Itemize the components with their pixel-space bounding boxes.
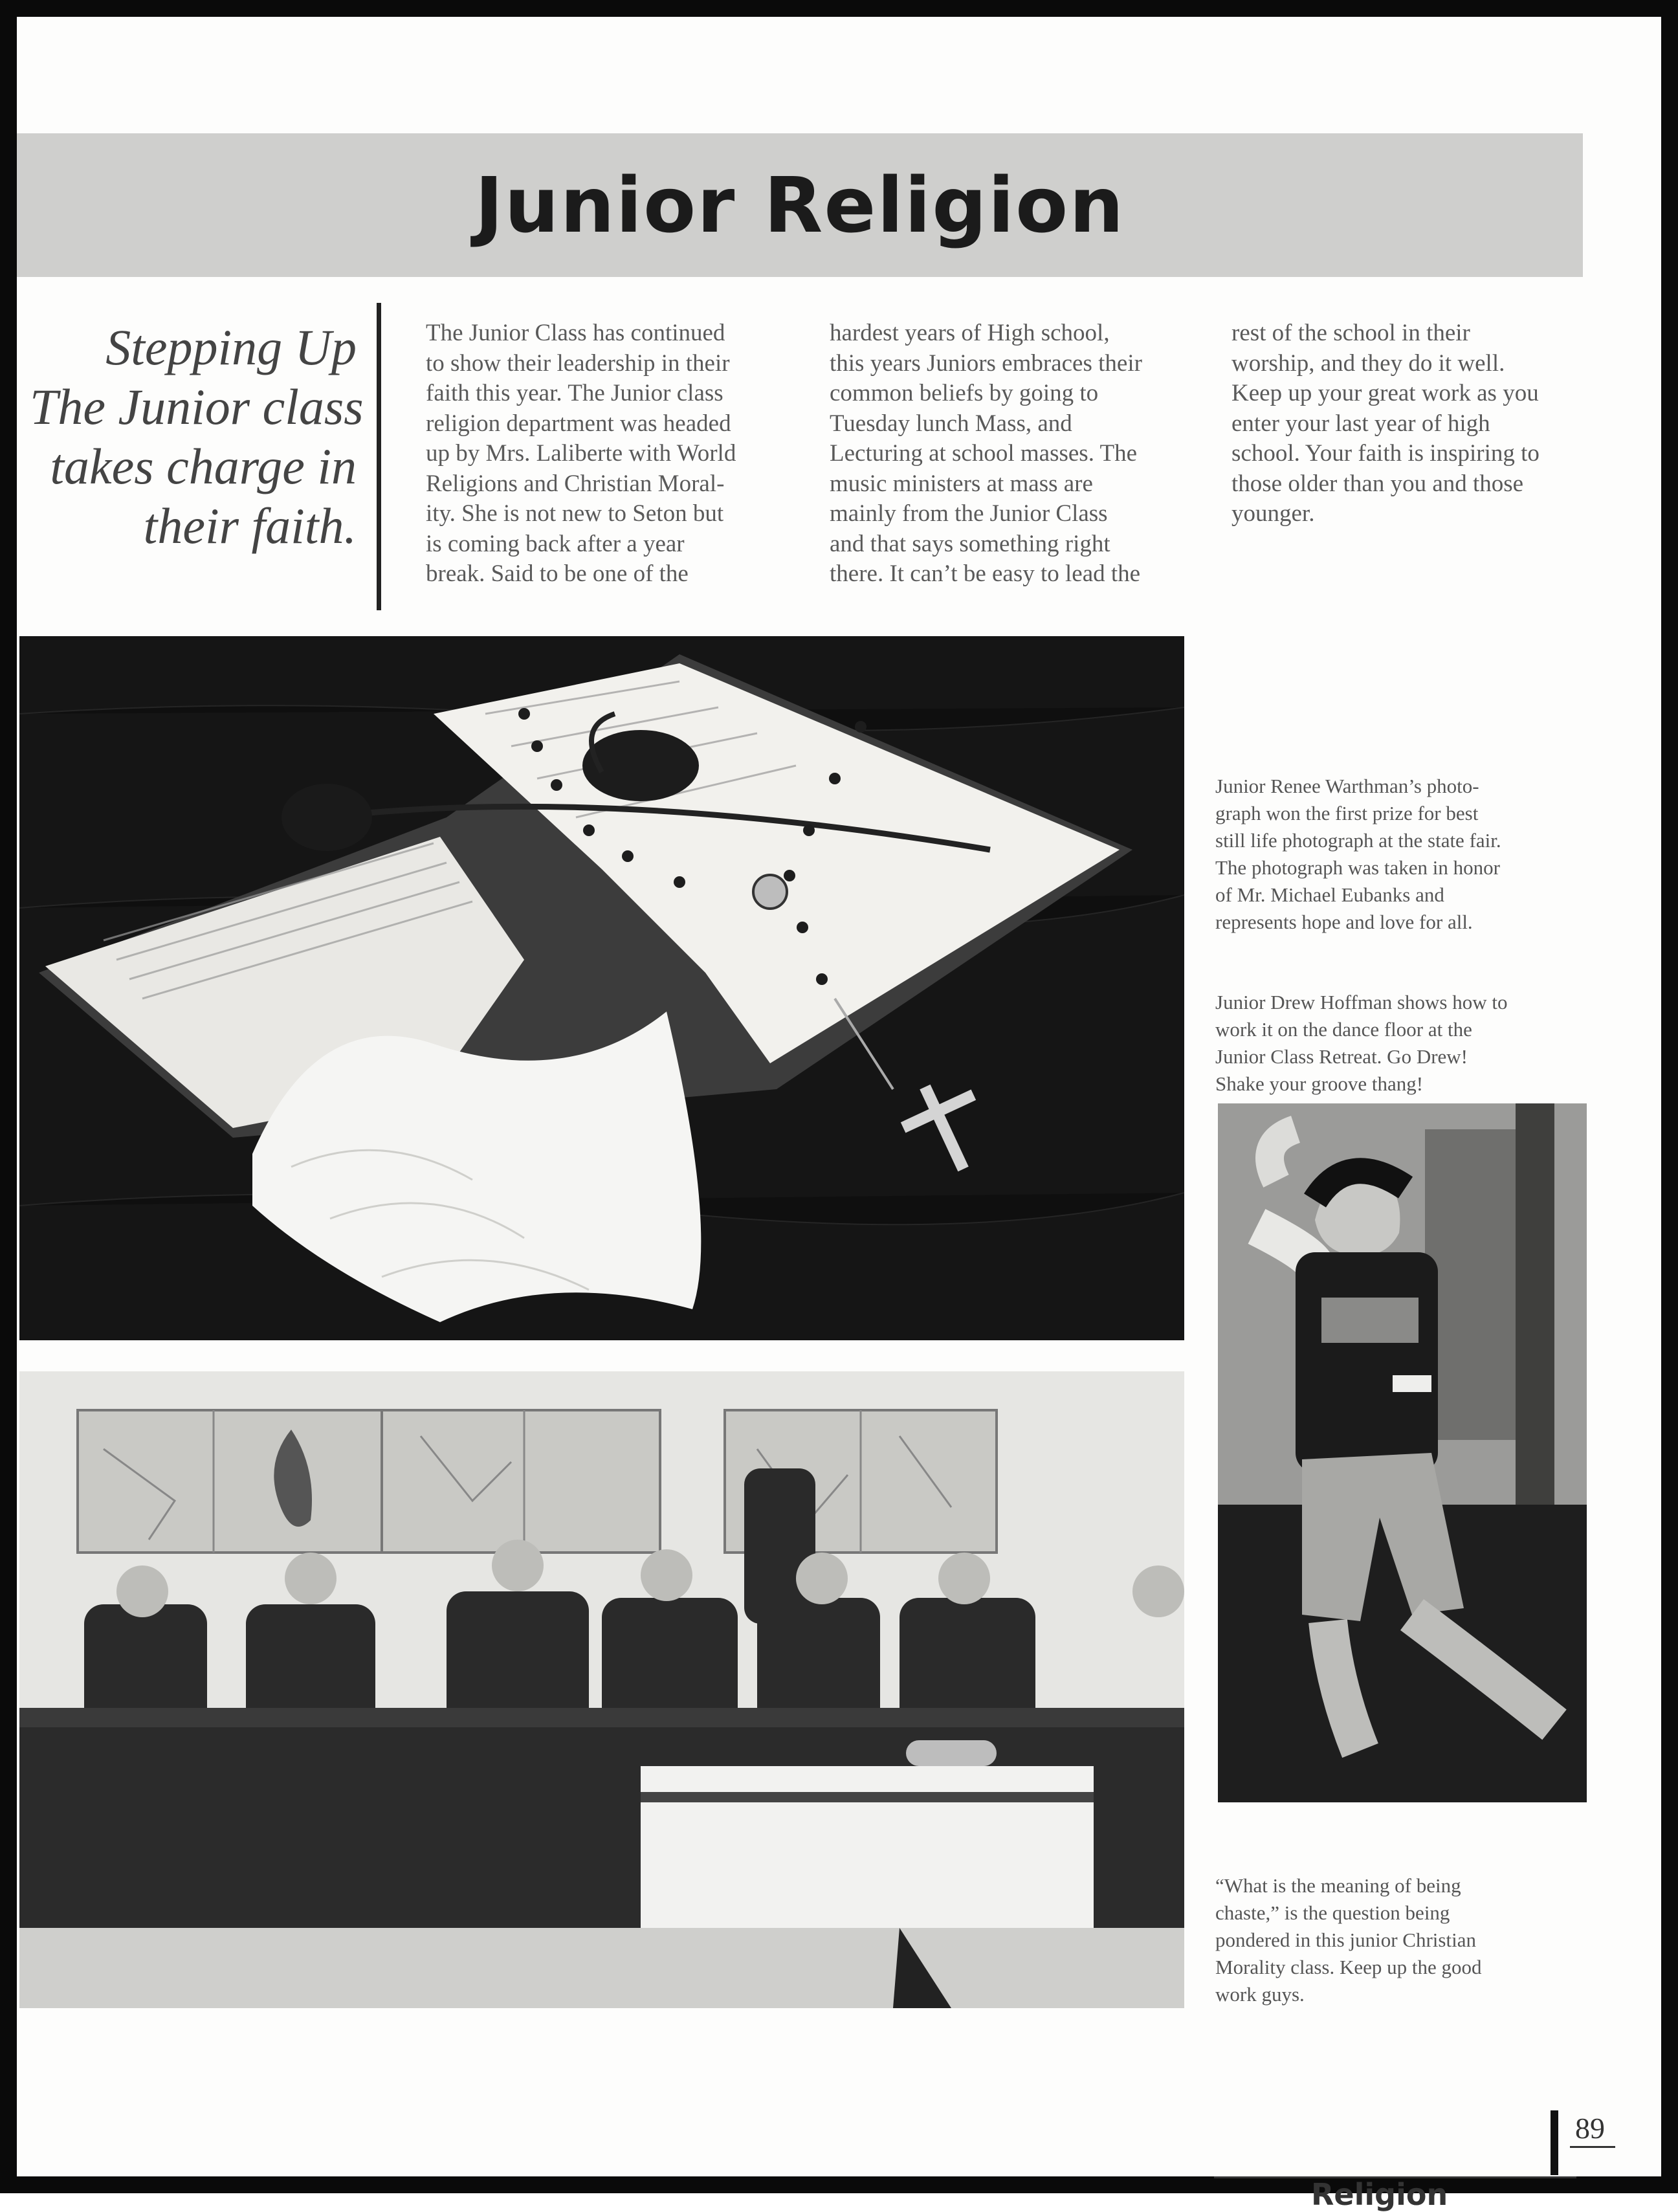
article-column-2 (830, 318, 1211, 590)
article-column-1 (426, 318, 808, 590)
dance-caption (1215, 989, 1597, 1098)
caption-line: Morality class. Keep up the good (1215, 1956, 1482, 1978)
article-line: faith this year. The Junior class (426, 380, 723, 406)
caption-line: of Mr. Michael Eubanks and (1215, 883, 1444, 906)
article-line: this years Juniors embraces their (830, 349, 1142, 377)
caption-line: “What is the meaning of being (1215, 1874, 1461, 1897)
page-number-underline (1570, 2146, 1615, 2148)
article-line: The Junior Class has continued (426, 320, 725, 346)
caption-line: Junior Renee Warthman’s photo- (1215, 775, 1479, 797)
article-line: ity. She is not new to Seton but (426, 500, 724, 527)
article-line: those older than you and those (1231, 470, 1524, 497)
article-line: Lecturing at school masses. The (830, 440, 1138, 467)
caption-line: work guys. (1215, 1983, 1305, 2006)
pullquote-line: The Junior class (30, 379, 364, 435)
still-life-photo (19, 636, 1184, 1340)
article-line: Religions and Christian Moral- (426, 470, 725, 497)
pullquote-divider (377, 303, 381, 610)
caption-line: Shake your groove thang! (1215, 1072, 1424, 1095)
page-title: Junior Religion (474, 160, 1125, 250)
caption-line: The photograph was taken in honor (1215, 856, 1500, 879)
pullquote-line: Stepping Up (105, 319, 357, 375)
caption-line: graph won the first prize for best (1215, 802, 1479, 824)
caption-line: work it on the dance floor at the (1215, 1018, 1472, 1041)
caption-line: chaste,” is the question being (1215, 1901, 1450, 1924)
caption-line: Junior Class Retreat. Go Drew! (1215, 1045, 1468, 1068)
article-line: Keep up your great work as you (1231, 380, 1539, 406)
caption-line: represents hope and love for all. (1215, 911, 1473, 933)
caption-line: still life photograph at the state fair. (1215, 829, 1501, 852)
article-line: and that says something right (830, 530, 1110, 557)
article-line: hardest years of High school, (830, 320, 1110, 346)
footer-section-label: Religion (1311, 2177, 1448, 2212)
article-line: is coming back after a year (426, 530, 685, 557)
article-line: school. Your faith is inspiring to (1231, 440, 1540, 467)
article-line: break. Said to be one of the (426, 560, 689, 587)
article-line: younger. (1231, 500, 1315, 527)
pullquote (30, 318, 364, 556)
article-line: Tuesday lunch Mass, and (830, 410, 1072, 437)
footer-divider (1551, 2110, 1558, 2175)
article-column-3 (1231, 318, 1613, 529)
article-line: enter your last year of high (1231, 410, 1490, 437)
article-line: common beliefs by going to (830, 380, 1099, 406)
dance-photo (1218, 1103, 1587, 1802)
classroom-caption (1215, 1872, 1597, 2008)
article-line: religion department was headed (426, 410, 731, 437)
article-line: music ministers at mass are (830, 470, 1093, 497)
article-line: worship, and they do it well. (1231, 349, 1505, 377)
classroom-photo (19, 1371, 1184, 2008)
pullquote-line: takes charge in (50, 438, 357, 494)
article-line: there. It can’t be easy to lead the (830, 560, 1141, 587)
article-line: rest of the school in their (1231, 320, 1470, 346)
page-number: 89 (1575, 2112, 1605, 2145)
caption-line: pondered in this junior Christian (1215, 1929, 1476, 1951)
still-life-caption (1215, 773, 1597, 936)
article-line: to show their leadership in their (426, 349, 730, 377)
article-line: up by Mrs. Laliberte with World (426, 440, 736, 467)
article-line: mainly from the Junior Class (830, 500, 1108, 527)
caption-line: Junior Drew Hoffman shows how to (1215, 991, 1508, 1013)
pullquote-line: their faith. (143, 498, 357, 554)
